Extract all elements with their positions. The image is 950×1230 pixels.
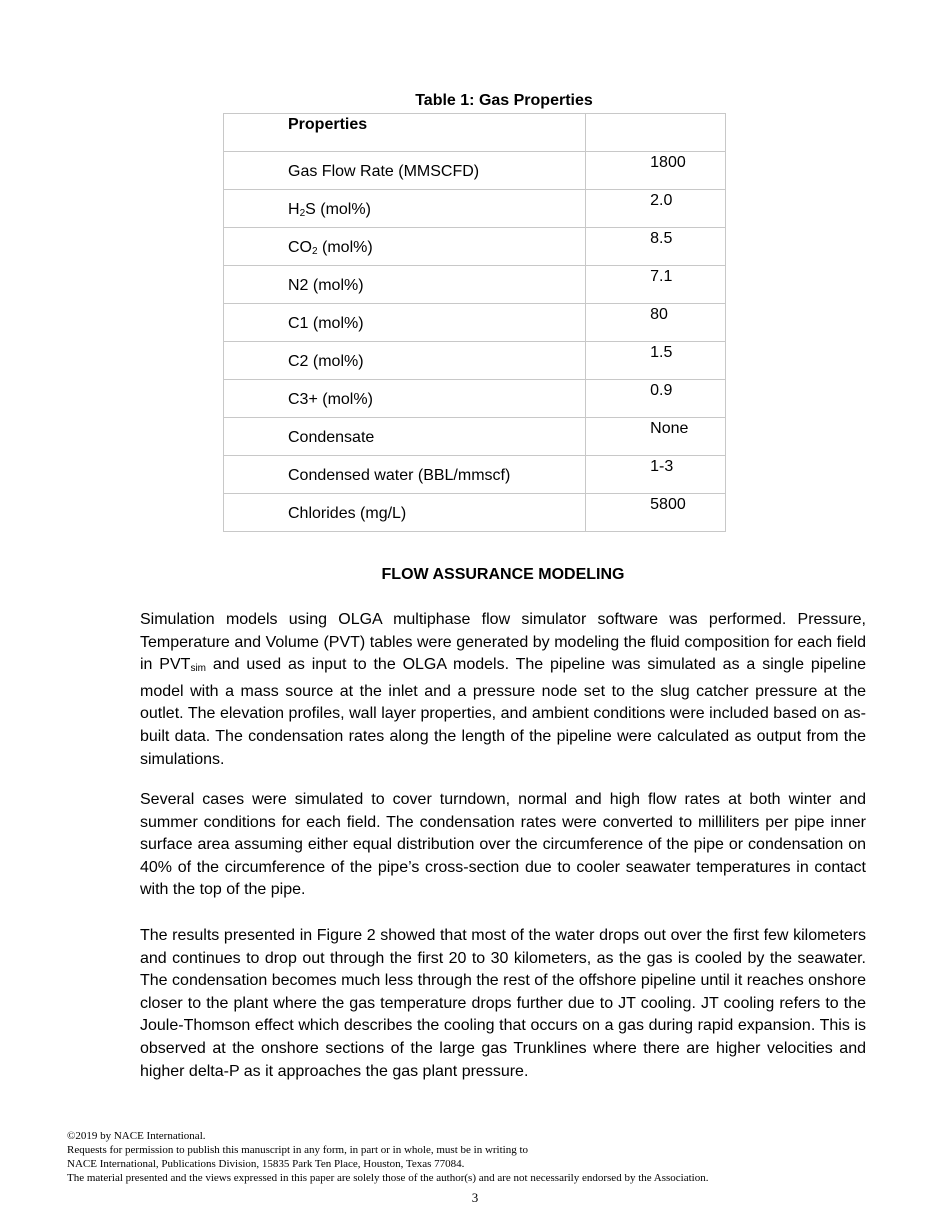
table-row bbox=[224, 342, 726, 380]
property-value-cell: 1-3 bbox=[586, 456, 726, 494]
table-row bbox=[224, 228, 726, 266]
table-header-row bbox=[224, 114, 726, 152]
property-value-cell: 8.5 bbox=[586, 228, 726, 266]
property-name-cell bbox=[224, 494, 586, 532]
paragraph-1-text-a: Simulation models using OLGA multiphase flow simulator software was performed. Pressure, Temperature and Volume (PVT) tables were generated by modeling the fluid composition for each field in PVT bbox=[140, 611, 866, 674]
property-name-pre: Chlorides (mg/L) bbox=[288, 505, 407, 522]
property-name-cell bbox=[224, 418, 586, 456]
property-value-cell: 5800 bbox=[586, 494, 726, 532]
property-name-pre: H bbox=[288, 201, 300, 218]
paragraph-2: Several cases were simulated to cover turndown, normal and high flow rates at both winter and summer conditions for each field. The condensation rates were converted to milliliters per pipe inner surface area assuming either equal distribution over the circumference of the pipe or condensation on 40% of the circumference of the pipe’s cross-section due to cooler seawater temperatures in contact with the top of the pipe. bbox=[140, 791, 866, 899]
footer-line: ©2019 by NACE International. bbox=[67, 1130, 206, 1142]
table-row bbox=[224, 380, 726, 418]
property-name-sub: 2 bbox=[312, 246, 318, 257]
property-name-pre: C1 (mol%) bbox=[288, 315, 364, 332]
table-header-cell: Properties bbox=[224, 114, 586, 152]
table-header-value-cell bbox=[586, 114, 726, 152]
property-name-pre: C3+ (mol%) bbox=[288, 391, 373, 408]
table-row bbox=[224, 152, 726, 190]
property-name-pre: Condensate bbox=[288, 429, 375, 446]
property-name-pre: Condensed water (BBL/mmscf) bbox=[288, 467, 511, 484]
property-value-cell: 80 bbox=[586, 304, 726, 342]
property-value-cell: 1.5 bbox=[586, 342, 726, 380]
property-value-cell: 0.9 bbox=[586, 380, 726, 418]
gas-properties-table bbox=[223, 113, 726, 532]
section-heading: FLOW ASSURANCE MODELING bbox=[381, 566, 625, 583]
footer-line: The material presented and the views expressed in this paper are solely those of the author(s) and are not necessarily endorsed by the Association. bbox=[67, 1172, 709, 1184]
table-row bbox=[224, 456, 726, 494]
property-name-cell bbox=[224, 304, 586, 342]
property-name-post: (mol%) bbox=[317, 239, 373, 256]
property-name-pre: CO bbox=[288, 239, 312, 256]
property-name-cell bbox=[224, 342, 586, 380]
table-row bbox=[224, 418, 726, 456]
property-name-cell bbox=[224, 266, 586, 304]
paragraph-3: The results presented in Figure 2 showed that most of the water drops out over the first few kilometers and continues to drop out through the first 20 to 30 kilometers, as the gas is cooled by the seawater. The condensation becomes much less through the rest of the offshore pipeline until it reaches onshore closer to the plant where the gas temperature drops further due to JT cooling. JT cooling refers to the Joule-Thomson effect which describes the cooling that occurs on a gas during rapid expansion. This is observed at the onshore sections of the large gas Trunklines where there are higher velocities and higher delta-P as it approaches the gas plant pressure. bbox=[140, 927, 866, 1080]
property-value-cell: 7.1 bbox=[586, 266, 726, 304]
property-value-cell: 2.0 bbox=[586, 190, 726, 228]
table-row bbox=[224, 304, 726, 342]
property-name-pre: Gas Flow Rate (MMSCFD) bbox=[288, 163, 480, 180]
footer-line: NACE International, Publications Division, 15835 Park Ten Place, Houston, Texas 77084. bbox=[67, 1158, 465, 1170]
property-name-cell bbox=[224, 380, 586, 418]
page-number: 3 bbox=[471, 1190, 479, 1205]
paragraph-1-subscript: sim bbox=[190, 663, 206, 675]
property-name-pre: C2 (mol%) bbox=[288, 353, 364, 370]
paragraph-1 bbox=[140, 609, 866, 771]
footer-line: Requests for permission to publish this manuscript in any form, in part or in whole, must be in writing to bbox=[67, 1144, 529, 1156]
property-name-post: S (mol%) bbox=[305, 201, 371, 218]
copyright-footer bbox=[67, 1129, 708, 1185]
table-caption: Table 1: Gas Properties bbox=[415, 92, 593, 109]
paragraph-1-text-b: and used as input to the OLGA models. The pipeline was simulated as a single pipeline model with a mass source at the inlet and a pressure node set to the slug catcher pressure at the outlet. The elevation profiles, wall layer properties, and ambient conditions were included based on as-built data. The condensation rates along the length of the pipeline were calculated as output from the simulations. bbox=[140, 656, 867, 768]
property-name-cell bbox=[224, 456, 586, 494]
property-value-cell: None bbox=[586, 418, 726, 456]
property-name-cell bbox=[224, 152, 586, 190]
property-name-sub: 2 bbox=[299, 208, 306, 219]
property-name-cell bbox=[224, 228, 586, 266]
property-name-cell bbox=[224, 190, 586, 228]
table-row bbox=[224, 190, 726, 228]
property-value-cell: 1800 bbox=[586, 152, 726, 190]
table-row bbox=[224, 266, 726, 304]
table-row bbox=[224, 494, 726, 532]
property-name-pre: N2 (mol%) bbox=[288, 277, 364, 294]
